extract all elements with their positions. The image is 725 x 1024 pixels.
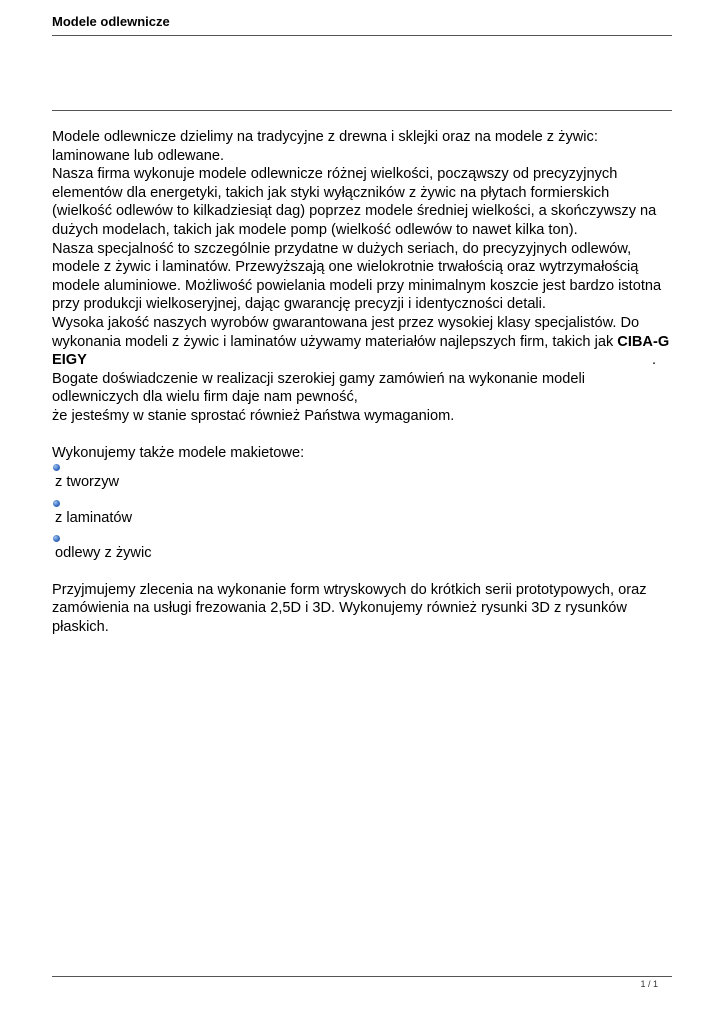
closing-paragraph	[52, 581, 677, 637]
text-line: Nasza specjalność to szczególnie przydatne w dużych seriach, do precyzyjnych odlewów,	[52, 240, 632, 257]
list-item	[52, 500, 677, 528]
brand-name-part2: EIGY	[52, 352, 87, 369]
list-item-label: z laminatów	[55, 509, 133, 526]
bullet-icon	[53, 500, 60, 507]
text-line: przy produkcji wielkoseryjnej, dając gwarancję precyzji i identyczności detali.	[52, 296, 546, 313]
brand-line	[52, 351, 656, 370]
list-item-label: z tworzyw	[55, 474, 120, 491]
text-line: modele aluminiowe. Możliwość powielania modeli przy minimalnym koszcie jest bardzo istotna	[52, 277, 662, 294]
text-line: modele z żywic i laminatów. Przewyższają one wielokrotnie trwałością oraz wytrzymałością	[52, 259, 639, 276]
text-line: Nasza firma wykonuje modele odlewnicze różnej wielkości, począwszy od precyzyjnych	[52, 166, 618, 183]
text-line: odlewniczych dla wielu firm daje nam pewność,	[52, 389, 358, 406]
main-content	[52, 128, 677, 637]
spacer	[52, 426, 677, 444]
list-item	[52, 464, 677, 492]
mockup-list	[52, 464, 677, 563]
text-line: (wielkość odlewów to kilkadziesiąt dag) poprzez modele średniej wielkości, a skończywszy na	[52, 203, 657, 220]
page-header-title: Modele odlewnicze	[52, 14, 170, 29]
list-item-label: odlewy z żywic	[55, 545, 152, 562]
text-line: Wysoka jakość naszych wyrobów gwarantowana jest przez wysokiej klasy specjalistów. Do	[52, 314, 640, 331]
bullet-icon	[53, 535, 60, 542]
materials-line	[52, 333, 677, 352]
text-line: Przyjmujemy zlecenia na wykonanie form wtryskowych do krótkich serii prototypowych, oraz	[52, 581, 647, 598]
mockups-intro-text: Wykonujemy także modele makietowe:	[52, 444, 305, 461]
text-line: płaskich.	[52, 619, 109, 636]
footer-rule	[52, 976, 672, 977]
content-top-rule	[52, 110, 672, 111]
text-line: dużych modelach, takich jak modele pomp (wielkość odlewów to nawet kilka ton).	[52, 221, 578, 238]
text-line: że jesteśmy w stanie sprostać również Państwa wymaganiom.	[52, 407, 455, 424]
brand-name-part1: CIBA-G	[617, 333, 670, 350]
text-line: Modele odlewnicze dzielimy na tradycyjne z drewna i sklejki oraz na modele z żywic:	[52, 129, 598, 145]
header-rule	[52, 35, 672, 36]
brand-trailing-dot: .	[651, 352, 656, 369]
text-line: zamówienia na usługi frezowania 2,5D i 3D. Wykonujemy również rysunki 3D z rysunków	[52, 600, 627, 617]
intro-paragraph	[52, 128, 677, 426]
text-line: Bogate doświadczenie w realizacji szerokiej gamy zamówień na wykonanie modeli	[52, 370, 585, 387]
materials-text: wykonania modeli z żywic i laminatów używamy materiałów najlepszych firm, takich jak	[52, 333, 618, 350]
spacer	[52, 571, 677, 581]
page-number: 1 / 1	[640, 979, 658, 989]
text-line: laminowane lub odlewane.	[52, 147, 224, 164]
list-item	[52, 535, 677, 563]
bullet-icon	[53, 464, 60, 471]
mockups-intro	[52, 444, 677, 463]
text-line: elementów dla energetyki, takich jak styki wyłączników z żywic na płytach formierskich	[52, 184, 610, 201]
